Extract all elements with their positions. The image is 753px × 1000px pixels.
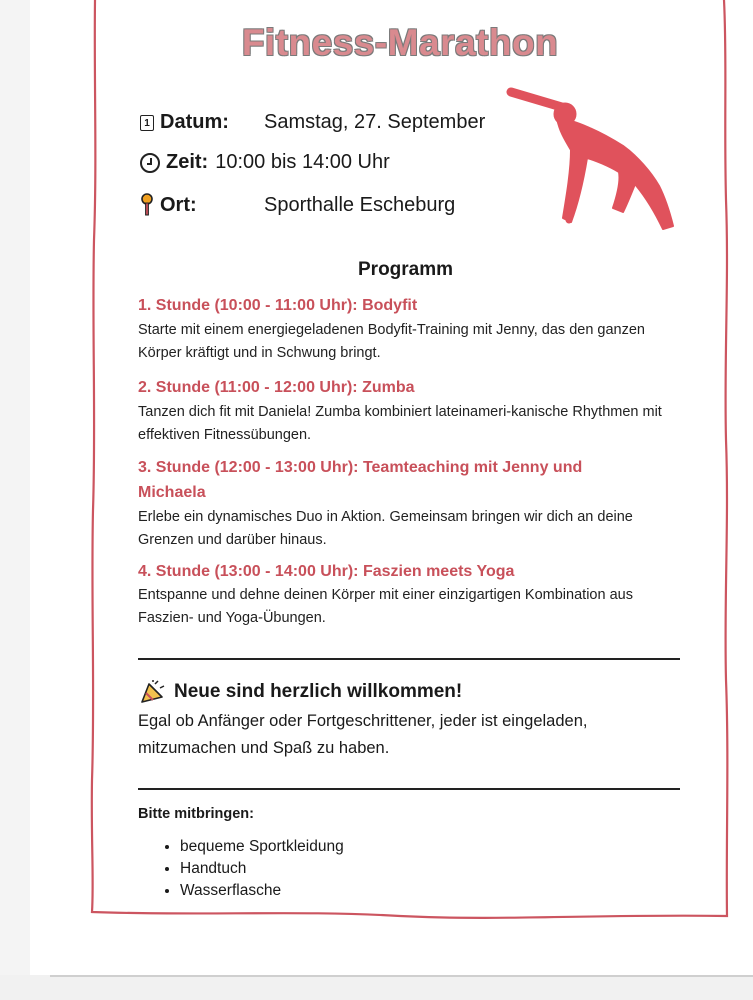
date-label: Datum: — [160, 111, 229, 133]
time-value: 10:00 bis 14:00 Uhr — [215, 151, 390, 173]
session-3-title: 3. Stunde (12:00 - 13:00 Uhr): Teamteaching mit Jenny und Michaela — [138, 459, 583, 501]
page-title: Fitness-Marathon — [241, 22, 559, 63]
list-item: • Handtuch — [180, 858, 344, 880]
yoga-stretch-figure — [505, 86, 677, 236]
welcome-heading: Neue sind herzlich willkommen! — [174, 681, 463, 702]
program-heading: Programm — [358, 259, 454, 280]
divider — [138, 658, 680, 660]
page-footer-area — [0, 975, 753, 1000]
divider — [138, 788, 680, 790]
divider — [50, 975, 753, 977]
bring-list — [138, 836, 344, 902]
session-3-text: Erlebe ein dynamisches Duo in Aktion. Gemeinsam bringen wir dich an deine Grenzen und darüber hinaus. — [138, 509, 633, 548]
location-pin-icon — [140, 193, 154, 217]
place-label: Ort: — [160, 193, 197, 216]
date-value: Samstag, 27. September — [264, 111, 486, 133]
session-2-text: Tanzen dich fit mit Daniela! Zumba kombiniert lateinameri-kanische Rhythmen mit effektiven Fitnessübungen. — [138, 404, 662, 443]
session-1-title: 1. Stunde (10:00 - 11:00 Uhr): Bodyfit — [138, 297, 418, 314]
list-item: • Wasserflasche — [180, 880, 344, 902]
session-4-text: Entspanne und dehne deinen Körper mit einer einzigartigen Kombination aus Faszien- und Yoga-Übungen. — [138, 587, 633, 626]
session-4-title: 4. Stunde (13:00 - 14:00 Uhr): Faszien meets Yoga — [138, 563, 515, 580]
calendar-icon: 1 — [140, 115, 154, 131]
time-row — [140, 151, 390, 174]
clock-icon — [140, 153, 160, 173]
place-row — [140, 193, 456, 217]
bring-label: Bitte mitbringen: — [138, 806, 254, 822]
list-item: • bequeme Sportkleidung — [180, 836, 344, 858]
place-value: Sporthalle Escheburg — [264, 193, 456, 216]
welcome-row — [140, 680, 462, 704]
date-row — [140, 111, 486, 134]
welcome-text: Egal ob Anfänger oder Fortgeschrittener, jeder ist eingeladen, mitzumachen und Spaß zu haben. — [138, 712, 588, 757]
party-popper-icon — [140, 680, 166, 704]
session-1-text: Starte mit einem energiegeladenen Bodyfit-Training mit Jenny, das den ganzen Körper kräftigt und in Schwung bringt. — [138, 322, 645, 361]
session-2-title: 2. Stunde (11:00 - 12:00 Uhr): Zumba — [138, 379, 415, 396]
time-label: Zeit: — [166, 151, 209, 173]
